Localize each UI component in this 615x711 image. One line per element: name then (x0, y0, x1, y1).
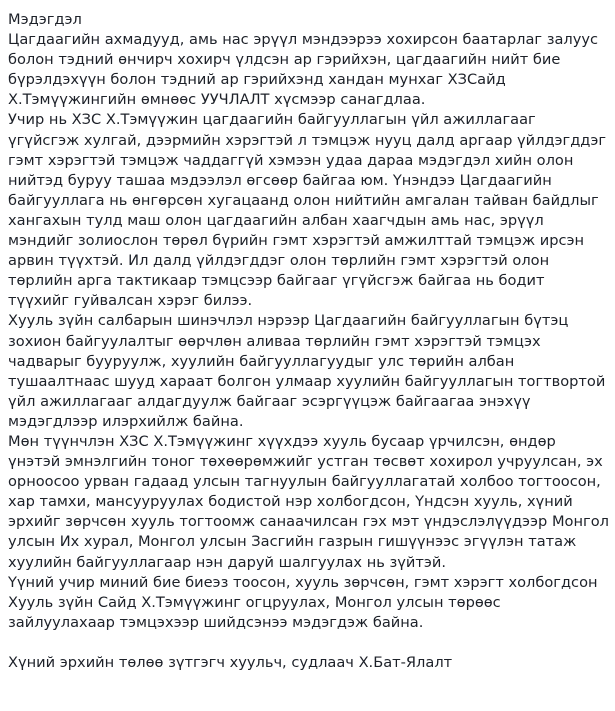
post-paragraph-conclusion: Үүний учир миний бие биеэз тоосон, хууль зөрчсөн, гэмт хэрэгт холбогдсон Хууль зүйн Сайд Х.Тэмүүжинг огцруулах, Монгол улсын төрөөс зайлуулахаар тэмцэхээр шийдсэнээ мэдэгдэж байна. (8, 573, 598, 631)
post-paragraph-intro: Цагдаагийн ахмадууд, амь нас эрүүл мэндээрээ хохирсон баатарлаг залуус болон тэдний өнчирч хохирч үлдсэн ар гэрийхэн, цагдаагийн нийт бие бүрэлдэхүүн болон тэдний ар гэрийхэнд хандан мунхаг ХЗСайд Х.Тэмүүжингийн өмнөөс УУЧЛАЛТ хүсмээр санагдлаа. (8, 31, 599, 109)
blank-line (8, 633, 609, 653)
post-paragraph-reform: Хууль зүйн салбарын шинэчлэл нэрээр Цагдаагийн байгууллагын бүтэц зохион байгуулалтыг өөрчлөн аливаа төрлийн гэмт хэрэгтэй тэмцэх чадварыг бууруулж, хуулийн байгууллагуудыг улс төрийн албан тушаалтнаас шууд хараат болгон улмаар хуулийн байгууллагын тогтвортой үйл ажиллагааг алдагдуулж байгааг эсэргүүцэж байгаагаа энэхүү мэдэгдлээр илэрхийлж байна. (8, 312, 606, 430)
post-signature: Хүний эрхийн төлөө зүтгэгч хуульч, судлаач Х.Бат-Ялалт (8, 654, 453, 671)
post-paragraph-accusations: Мөн түүнчлэн ХЗС Х.Тэмүүжинг хүүхдээ хууль бусаар үрчилсэн, өндөр үнэтэй эмнэлгийн тоног төхөөрөмжийг устган төсвөт хохирол учруулсан, эх орноосоо урван гадаад улсын тагнуулын байгууллагатай холбоо тогтоосон, хар тамхи, мансууруулах бодистой нэр холбогдсон, Үндсэн хууль, хүний эрхийг зөрчсөн хууль тогтоомж санаачилсан гэх мэт үндэслэлүүдээр Монгол улсын Их хурал, Монгол улсын Засгийн газрын гишүүнээс эгүүлэн татаж хуулийн байгууллагаар нэн даруй шалгуулах нь зүйтэй. (8, 432, 609, 571)
post-paragraph-reason: Учир нь ХЗС Х.Тэмүүжин цагдаагийн байгууллагын үйл ажиллагааг үгүйсгэж хулгай, дээрмийн хэрэгтэй л тэмцэж нууц далд аргаар үйлдэгддэг гэмт хэрэгтэй тэмцэж чаддаггүй хэмээн удаа дараа мэдэгдэл хийн олон нийтэд буруу ташаа мэдээлэл өгсөөр байгаа юм. Үнэндээ Цагдаагийн байгууллага нь өнгөрсөн хугацаанд олон нийтийн амгалан тайван байдлыг хангахын тулд маш олон цагдаагийн албан хаагчдын амь нас, эрүүл мэндийг золиослон төрөл бүрийн гэмт хэрэгтэй амжилттай тэмцэж ирсэн арвин түүхтэй. Ил далд үйлдэгддэг олон төрлийн гэмт хэрэгтэй олон төрлийн арга тактикаар тэмцсээр байгааг үгүйсгэж байгаа нь бодит түүхийг гуйвалсан хэрэг билээ. (8, 111, 607, 310)
post-heading: Мэдэгдэл (8, 11, 82, 28)
